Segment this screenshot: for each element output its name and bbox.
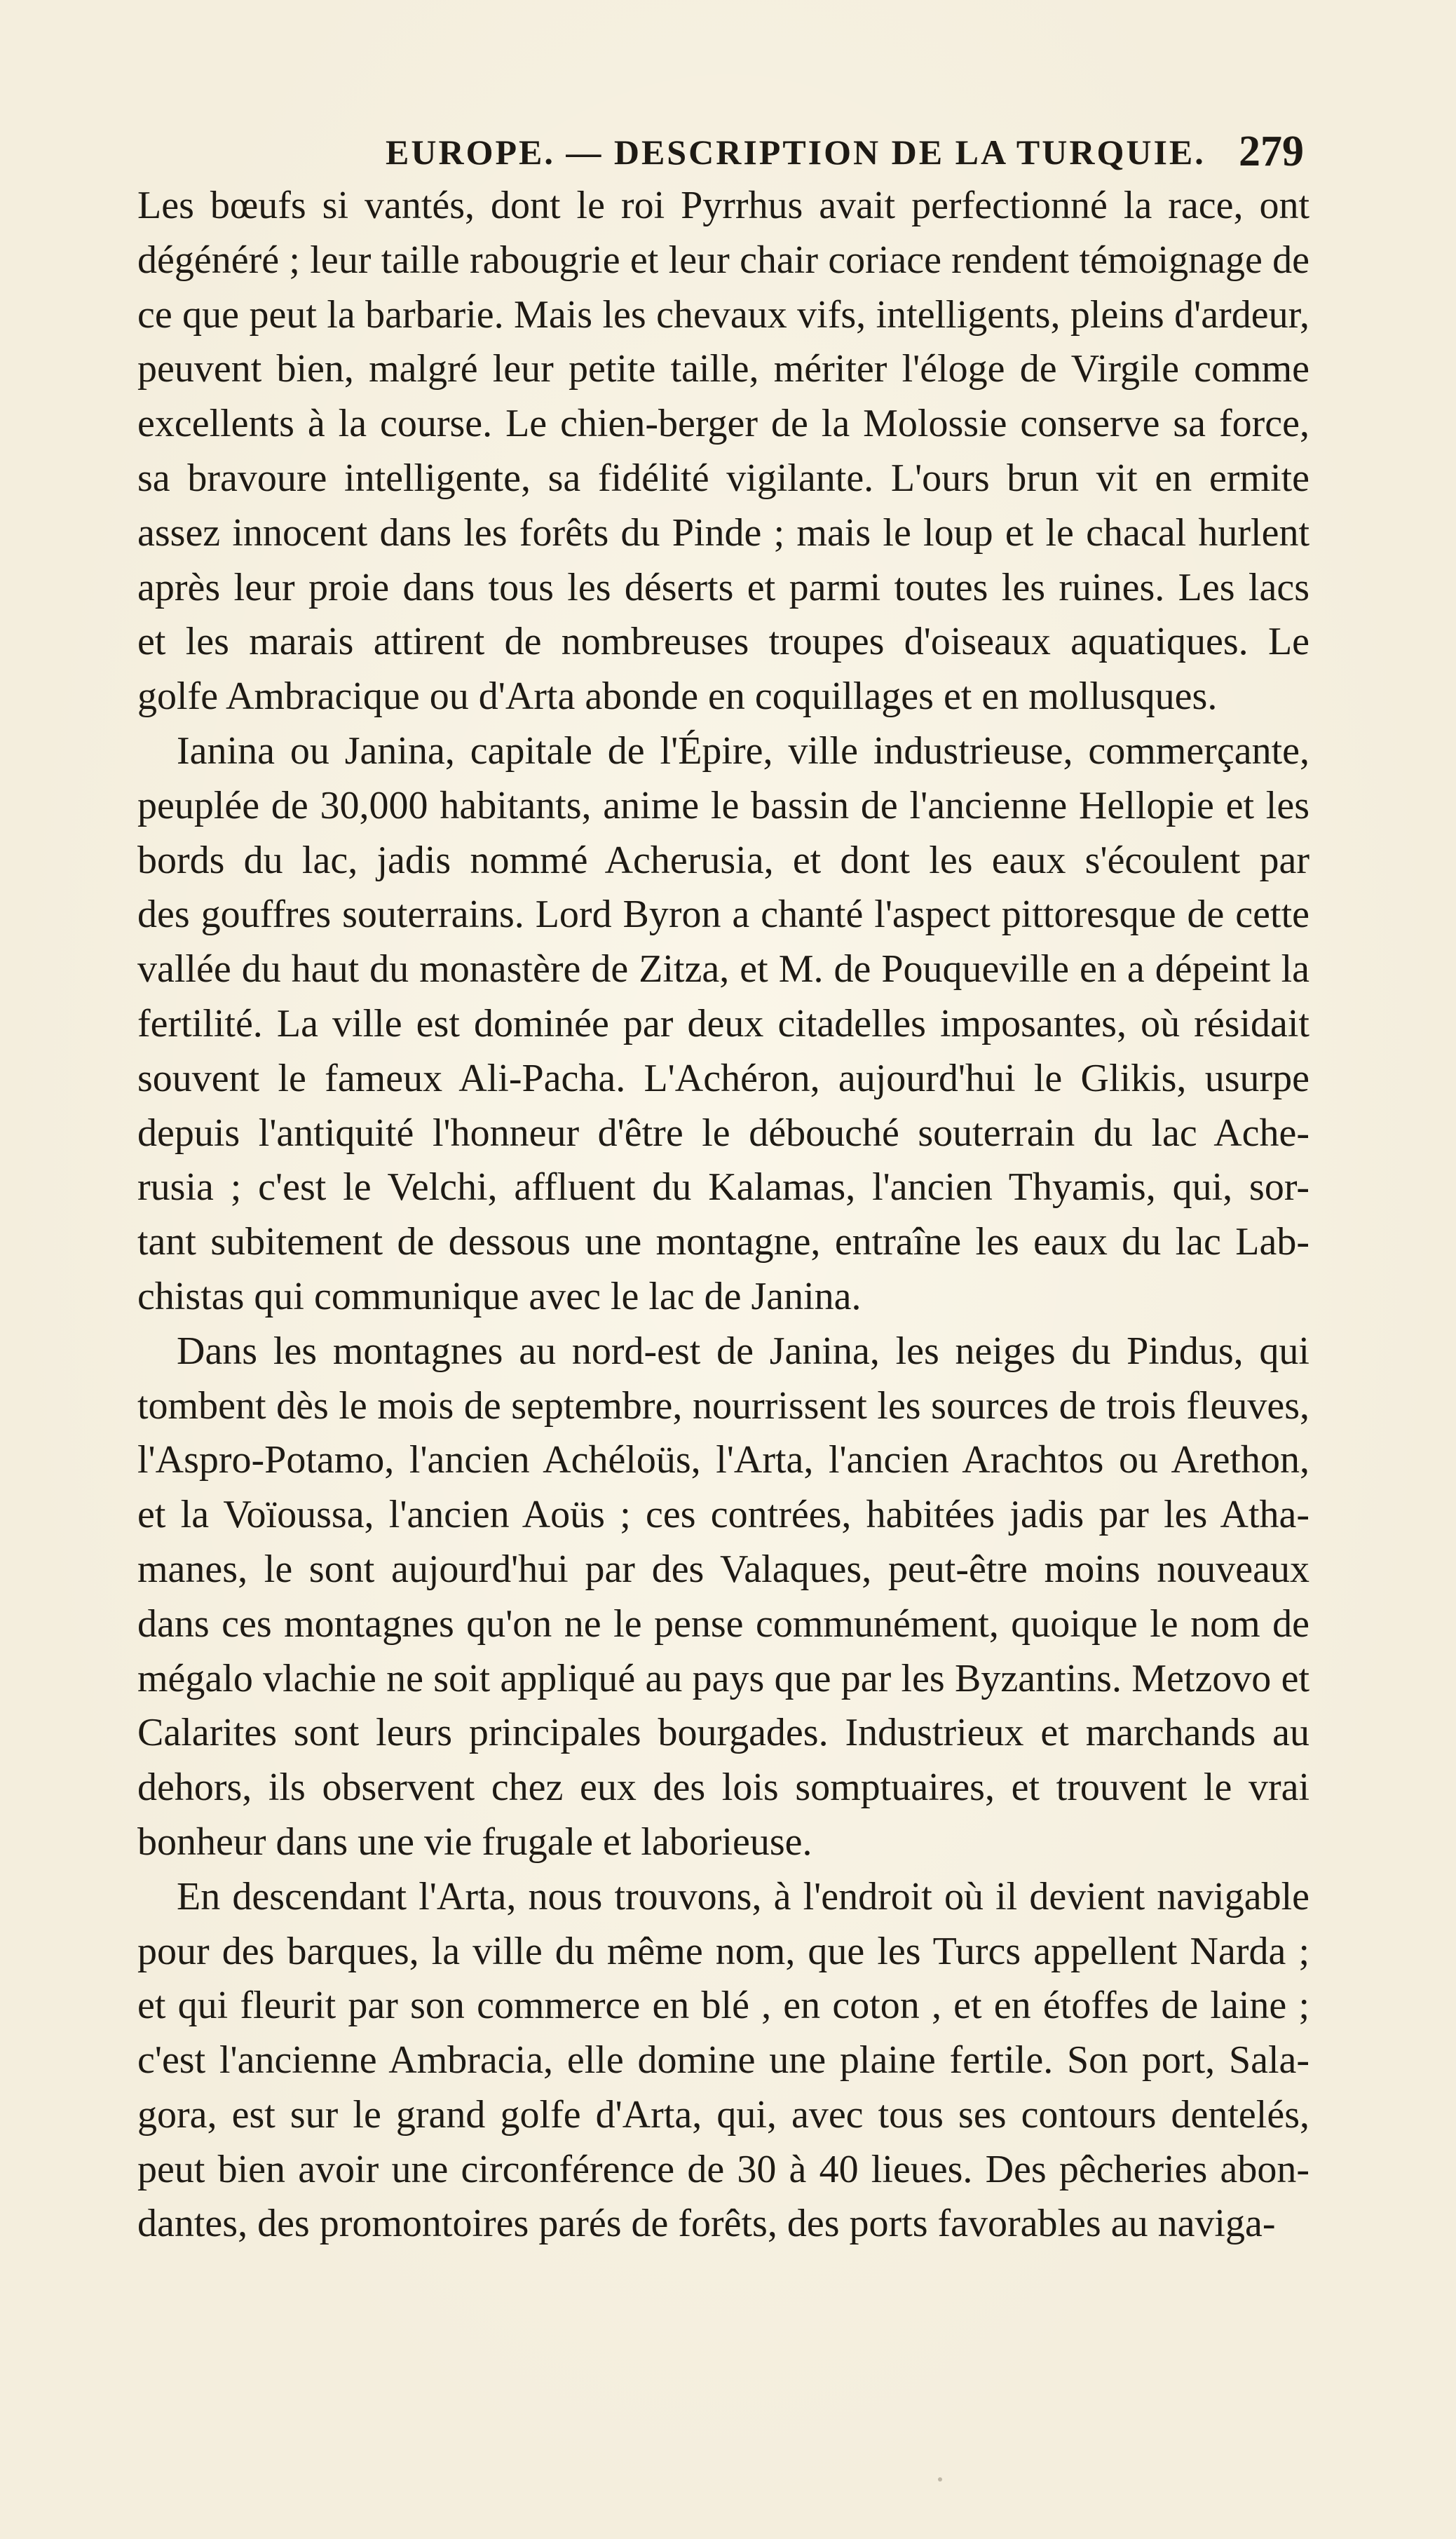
text-line: et les marais attirent de nombreuses troupes d'oiseaux aquatiques. Le: [137, 620, 1309, 664]
paragraph: [137, 179, 1309, 724]
text-line: vallée du haut du monastère de Zitza, et M. de Pouqueville en a dépeint la: [137, 947, 1309, 991]
running-head: [140, 128, 1304, 177]
text-line: peuvent bien, malgré leur petite taille, mériter l'éloge de Virgile comme: [137, 347, 1309, 391]
body-text: [137, 179, 1309, 2252]
text-line: et la Voïoussa, l'ancien Aoüs ; ces contrées, habitées jadis par les Atha-: [137, 1493, 1309, 1537]
text-line: assez innocent dans les forêts du Pinde ; mais le loup et le chacal hurlent: [137, 510, 1309, 555]
text-line: dantes, des promontoires parés de forêts, des ports favorables au naviga-: [137, 2202, 1276, 2246]
text-line: Ianina ou Janina, capitale de l'Épire, ville industrieuse, commerçante,: [177, 729, 1309, 773]
text-line: En descendant l'Arta, nous trouvons, à l'endroit où il devient navigable: [177, 1874, 1309, 1918]
text-line: pour des barques, la ville du même nom, que les Turcs appellent Narda ;: [137, 1929, 1309, 1973]
text-line: depuis l'antiquité l'honneur d'être le débouché souterrain du lac Ache-: [137, 1111, 1309, 1155]
text-line: et qui fleurit par son commerce en blé , en coton , et en étoffes de laine ;: [137, 1984, 1309, 2028]
text-line: peut bien avoir une circonférence de 30 à 40 lieues. Des pêcheries abon-: [137, 2147, 1309, 2191]
text-line: golfe Ambracique ou d'Arta abonde en coquillages et en mollusques.: [137, 675, 1218, 719]
text-line: l'Aspro-Potamo, l'ancien Achéloüs, l'Arta, l'ancien Arachtos ou Arethon,: [137, 1438, 1309, 1482]
text-line: tombent dès le mois de septembre, nourrissent les sources de trois fleuves,: [137, 1383, 1309, 1428]
text-line: ce que peut la barbarie. Mais les chevaux vifs, intelligents, pleins d'ardeur,: [137, 292, 1309, 337]
text-line: fertilité. La ville est dominée par deux citadelles imposantes, où résidait: [137, 1001, 1309, 1045]
text-line: tant subitement de dessous une montagne, entraîne les eaux du lac Lab-: [137, 1220, 1309, 1264]
text-line: manes, le sont aujourd'hui par des Valaques, peut-être moins nouveaux: [137, 1547, 1309, 1591]
text-line: dégénéré ; leur taille rabougrie et leur chair coriace rendent témoignage de: [137, 238, 1309, 282]
text-line: mégalo vlachie ne soit appliqué au pays que par les Byzantins. Metzovo et: [137, 1656, 1309, 1700]
text-line: dehors, ils observent chez eux des lois somptuaires, et trouvent le vrai: [137, 1766, 1309, 1810]
text-line: des gouffres souterrains. Lord Byron a chanté l'aspect pittoresque de cette: [137, 893, 1309, 937]
text-line: peuplée de 30,000 habitants, anime le bassin de l'ancienne Hellopie et les: [137, 783, 1309, 827]
text-line: sa bravoure intelligente, sa fidélité vigilante. L'ours brun vit en ermite: [137, 456, 1309, 500]
text-line: bonheur dans une vie frugale et laborieuse.: [137, 1820, 812, 1864]
text-line: dans ces montagnes qu'on ne le pense communément, quoique le nom de: [137, 1602, 1309, 1646]
page-number: 279: [1239, 128, 1304, 175]
text-line: Calarites sont leurs principales bourgades. Industrieux et marchands au: [137, 1711, 1309, 1755]
paragraph: [137, 1870, 1309, 2252]
paper-speck: [938, 2477, 942, 2482]
text-line: chistas qui communique avec le lac de Janina.: [137, 1274, 862, 1318]
text-line: rusia ; c'est le Velchi, affluent du Kalamas, l'ancien Thyamis, qui, sor-: [137, 1165, 1309, 1210]
text-line: après leur proie dans tous les déserts et parmi toutes les ruines. Les lacs: [137, 565, 1309, 609]
text-line: Dans les montagnes au nord-est de Janina, les neiges du Pindus, qui: [177, 1329, 1309, 1373]
running-title: EUROPE. — DESCRIPTION DE LA TURQUIE.: [386, 133, 1206, 172]
text-line: Les bœufs si vantés, dont le roi Pyrrhus avait perfectionné la race, ont: [137, 184, 1309, 227]
text-line: souvent le fameux Ali-Pacha. L'Achéron, aujourd'hui le Glikis, usurpe: [137, 1056, 1309, 1100]
paragraph: [137, 724, 1309, 1325]
text-line: gora, est sur le grand golfe d'Arta, qui, avec tous ses contours dentelés,: [137, 2092, 1309, 2137]
text-line: c'est l'ancienne Ambracia, elle domine une plaine fertile. Son port, Sala-: [137, 2038, 1309, 2083]
paragraph: [137, 1325, 1309, 1870]
text-line: excellents à la course. Le chien-berger de la Molossie conserve sa force,: [137, 402, 1309, 446]
text-line: bords du lac, jadis nommé Acherusia, et dont les eaux s'écoulent par: [137, 838, 1309, 882]
